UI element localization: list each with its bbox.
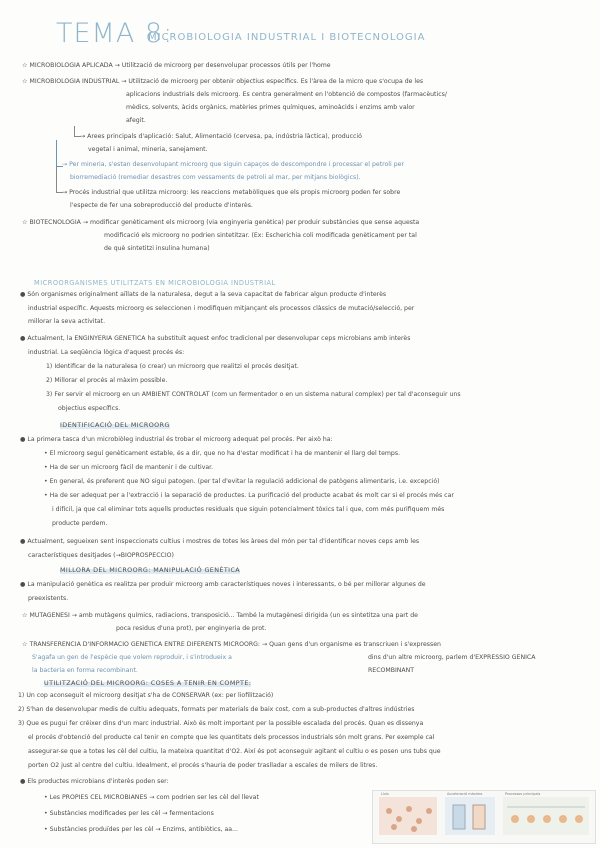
section-heading: MICROORGANISMES UTILITZATS EN MICROBIOLOGIA INDUSTRIAL xyxy=(34,279,276,287)
page-title: TEMA 8: xyxy=(56,18,174,49)
process-figure xyxy=(372,790,596,844)
note-line: 2) S'han de desenvolupar medis de cultiu adequats, formats per materials de baix cost, com a sub-productes d'altres indústries xyxy=(18,706,415,713)
note-line: ● La primera tasca d'un microbiòleg industrial és trobar el microorg adequat pel procés. Per això ha: xyxy=(20,436,333,443)
note-line: l'especte de fer una sobreproducció del producte d'interès. xyxy=(70,202,253,209)
note-line: vegetal i animal, mineria, sanejament. xyxy=(88,146,208,153)
note-line: afegit. xyxy=(126,117,146,124)
note-line: 2) Millorar el procés al màxim possible. xyxy=(46,377,168,384)
note-line: característiques desitjades (→BIOPROSPECCIÓ) xyxy=(28,552,174,559)
note-line: ☆ BIOTECNOLOGIA → modificar genèticament els microorg (via enginyeria genètica) per produir substàncies que sense aquesta xyxy=(22,219,420,226)
note-line: industrial específic. Aquests microorg es seleccionen i modifiquen mitjançant els processos clàssics de mutació/selecció, per xyxy=(28,305,415,312)
note-line: i difícil, ja que cal eliminar tots aquells productes residuals que siguin potencialment tòxics tal i que, com més purifiquem més xyxy=(52,506,445,513)
note-line: ● Actualment, la ENGINYERIA GENÈTICA ha substituït aquest enfoc tradicional per desenvolupar ceps microbians amb interès xyxy=(20,335,411,342)
page-subtitle: MICROBIOLOGIA INDUSTRIAL I BIOTECNOLOGIA xyxy=(148,32,426,43)
note-line: industrial. La seqüència lògica d'aquest procés és: xyxy=(28,349,185,356)
note-line: → Procés industrial que utilitza microorg: les reaccions metabòliques que els propis microorg poden fer sobre xyxy=(62,189,401,196)
processes-illustration xyxy=(503,797,589,835)
note-line: S'agafa un gen de l'espècie que volem reproduir, i s'introdueix a xyxy=(32,654,232,661)
figure-panel-cells xyxy=(379,797,437,835)
note-line: 1) Un cop aconseguit el microorg desitjat s'ha de CONSERVAR (ex: per liofilització) xyxy=(18,692,274,699)
section-heading: MILLORA DEL MICROORG: MANIPULACIÓ GENÈTICA xyxy=(60,566,241,574)
note-line: objectius específics. xyxy=(58,405,121,412)
connector-bracket xyxy=(74,126,81,137)
note-line: ☆ TRANSFERÈNCIA D'INFORMACIÓ GENÈTICA ENTRE DIFERENTS MICROORG: → Quan gens d'un organisme es transcriuen i s'expressen xyxy=(22,641,441,648)
note-line: ● La manipulació genètica es realitza per produir microorg amb característiques noves i interessants, o bé per millorar algunes de xyxy=(20,581,426,588)
note-line: • El microorg seguí genèticament estable, és a dir, que no ha d'estar modificat i ha de mantenir el llarg del temps. xyxy=(44,450,401,457)
note-line: biorremediació (remediar desastres com vessaments de petroli al mar, per mitjans biològics). xyxy=(70,174,361,181)
note-line: assegurar-se que a totes les cèl del cultiu, la mateixa quantitat d'O2. Així és pot aconseguir agitant el cultiu o es posen uns tubs que xyxy=(28,748,441,755)
note-line: • Ha de ser un microorg fàcil de mantenir i de cultivar. xyxy=(44,464,214,471)
note-line: millorar la seva activitat. xyxy=(28,318,106,325)
note-line: ☆ MICROBIOLOGIA INDUSTRIAL → Utilització de microorg per obtenir objectius específics. És l'àrea de la micro que s'ocupa de les xyxy=(22,78,424,85)
note-line: • Substàncies modificades per les cèl → fermentacions xyxy=(44,810,214,817)
note-line: de què sintetitzi insulina humana) xyxy=(104,245,210,252)
note-line: poca residus d'una prot), per enginyeria de prot. xyxy=(116,625,267,632)
note-line: modificació els microorg no podrien sintetitzar. (Ex: Escherichia coli modificada genèticament per tal xyxy=(104,232,417,239)
note-line: ● Actualment, segueixen sent inspeccionats cultius i mostres de totes les àrees del món per tal d'identificar noves ceps amb les xyxy=(20,538,420,545)
note-line: 3) Que es pugui fer créixer dins d'un marc industrial. Això és molt important per la possible escalada del procés. Quan es dissenya xyxy=(18,720,424,727)
note-line: RECOMBINANT xyxy=(368,667,415,674)
note-line: mèdics, solvents, àcids orgànics, matèries primes químiques, aminoàcids i enzims amb valor xyxy=(126,104,415,111)
note-line: • Ha de ser adequat per a l'extracció i la separació de productes. La purificació del producte acabat és molt car si el procés més car xyxy=(44,492,454,499)
note-line: • Les PRÒPIES CÈL MICROBIANES → com podrien ser les cèl del llevat xyxy=(44,794,259,801)
note-line: 3) Fer servir el microorg en un AMBIENT CONTROLAT (com un fermentador o en un sistema natural complex) per tal d'aconseguir uns xyxy=(46,391,461,398)
cells-illustration xyxy=(379,797,437,835)
flask-illustration xyxy=(445,797,495,835)
section-heading: IDENTIFICACIÓ DEL MICROORG xyxy=(60,421,170,429)
figure-label: Acceleració màxima xyxy=(447,792,483,796)
connector-bracket xyxy=(56,166,63,193)
note-line: la bacteria en forma recombinant. xyxy=(32,667,138,674)
figure-panel-processes xyxy=(503,797,589,835)
figure-label: Processos principals xyxy=(505,792,541,796)
note-line: producte perdem. xyxy=(52,520,108,527)
note-line: ● Els productes microbians d'interès poden ser: xyxy=(20,778,169,785)
note-line: aplicacions industrials dels microorg. Es centra generalment en l'obtenció de compostos (farmacèutics/ xyxy=(126,91,447,98)
note-line: • En general, és preferent que NO sigui patogen. (per tal d'evitar la regulació addicional de patògens alimentaris, i.e. excepció) xyxy=(44,478,440,485)
connector-bracket xyxy=(56,140,63,167)
note-line: → Àrees principals d'aplicació: Salut, Alimentació (cervesa, pa, indústria làctica), producció xyxy=(80,133,362,140)
note-line: → Per mineria, s'estan desenvolupant microorg que siguin capaços de descompondre i processar el petroli per xyxy=(62,161,404,168)
note-line: • Substàncies produïdes per les cèl → Enzims, antibiòtics, aa... xyxy=(44,826,238,833)
note-line: porten O2 just al centre del cultiu. Idealment, el procés s'hauria de poder traslladar a escales de milers de litres. xyxy=(28,762,378,769)
section-heading: UTILITZACIÓ DEL MICROORG: COSES A TENIR EN COMPTE: xyxy=(44,679,252,687)
note-line: 1) Identificar de la naturalesa (o crear) un microorg que realitzi el procés desitjat. xyxy=(46,363,299,370)
note-line: dins d'un altre microorg, parlem d'EXPRESSIÓ GÈNICA xyxy=(368,654,536,661)
figure-panel-flask xyxy=(445,797,495,835)
figure-label: Lluis xyxy=(381,792,389,796)
note-line: el procés d'obtenció del producte cal tenir en compte que les quantitats dels processos industrials són molt grans. Per exemple cal xyxy=(28,734,435,741)
note-line: ☆ MUTAGÈNESI → amb mutàgens químics, radiacions, transposició... També la mutagènesi dirigida (un es sintetitza una part de xyxy=(22,612,418,619)
note-line: ● Són organismes originalment aïllats de la naturalesa, degut a la seva capacitat de fabricar algun producte d'interès xyxy=(20,291,387,298)
note-line: ☆ MICROBIOLOGIA APLICADA → Utilització de microorg per desenvolupar processos útils per l'home xyxy=(22,62,331,69)
note-line: preexistents. xyxy=(28,595,69,602)
